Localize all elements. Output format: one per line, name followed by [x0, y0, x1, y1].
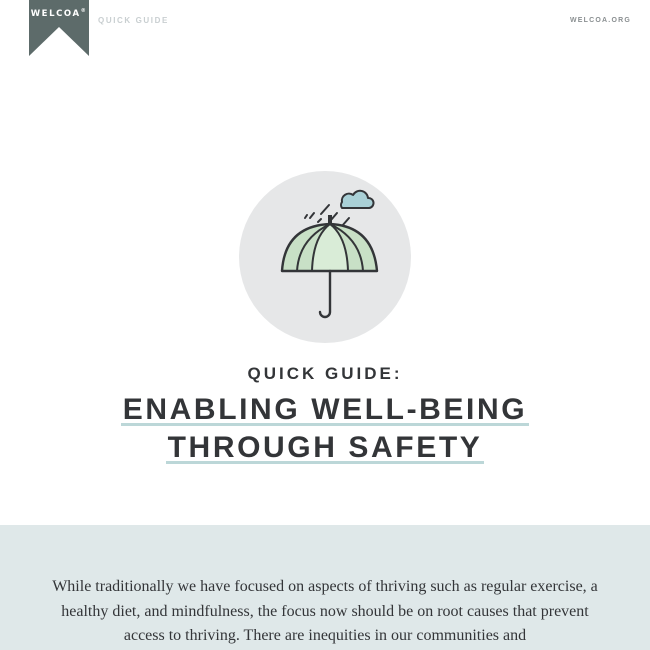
page-header — [0, 0, 650, 60]
brand-name: WELCOA — [30, 8, 81, 19]
umbrella-in-rain-icon — [239, 171, 411, 343]
page-title-line-1-text: ENABLING WELL-BEING — [122, 393, 528, 426]
brand-logo — [29, 8, 89, 19]
intro-paragraph: While traditionally we have focused on aspects of thriving such as regular exercise, a healthy diet, and mindfulness, the focus now should be on root causes that prevent access to thriving. There are inequities in our communities and — [52, 578, 598, 644]
page-title-line-2-text: THROUGH SAFETY — [167, 431, 483, 464]
page-title-line-1 — [0, 392, 650, 428]
page-title-line-2 — [0, 430, 650, 466]
guide-kicker: QUICK GUIDE: — [247, 364, 403, 383]
registered-mark: ® — [80, 8, 88, 14]
site-url: WELCOA.ORG — [570, 17, 631, 24]
section-label: QUICK GUIDE — [98, 16, 169, 25]
intro-section — [0, 525, 650, 650]
